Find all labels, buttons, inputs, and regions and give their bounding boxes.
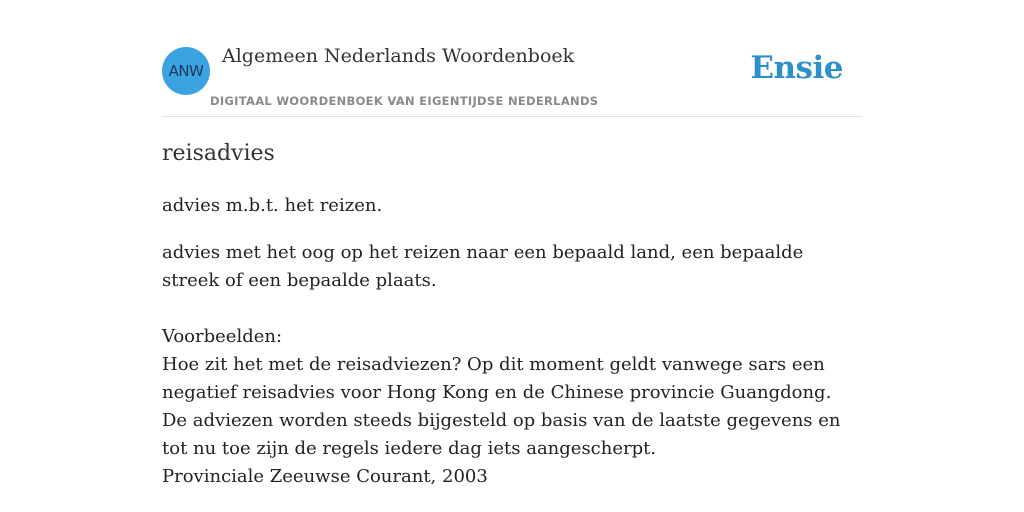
header [162, 0, 862, 117]
ensie-brand-logo[interactable]: Ensie [750, 50, 843, 86]
long-definition: advies met het oog op het reizen naar een bepaald land, een bepaalde streek of een bepaalde plaats. [162, 242, 804, 291]
example-source: Provinciale Zeeuwse Courant, 2003 [162, 466, 488, 487]
anw-logo[interactable]: ANW [162, 47, 210, 95]
headword: reisadvies [162, 141, 275, 166]
site-subtitle: DIGITAAL WOORDENBOEK VAN EIGENTIJDSE NEDERLANDS [210, 94, 599, 108]
example-text: Hoe zit het met de reisadviezen? Op dit moment geldt vanwege sars een negatief reisadvies voor Hong Kong en de Chinese provincie Guangdong. De adviezen worden steeds bijgesteld op basis van de laatste gegevens en tot nu toe zijn de regels iedere dag iets aangescherpt. [162, 354, 841, 459]
site-title[interactable]: Algemeen Nederlands Woordenboek [222, 45, 575, 67]
examples-section [162, 323, 862, 491]
entry-content [162, 138, 862, 491]
examples-label: Voorbeelden: [162, 326, 283, 347]
short-definition: advies m.b.t. het reizen. [162, 195, 383, 216]
